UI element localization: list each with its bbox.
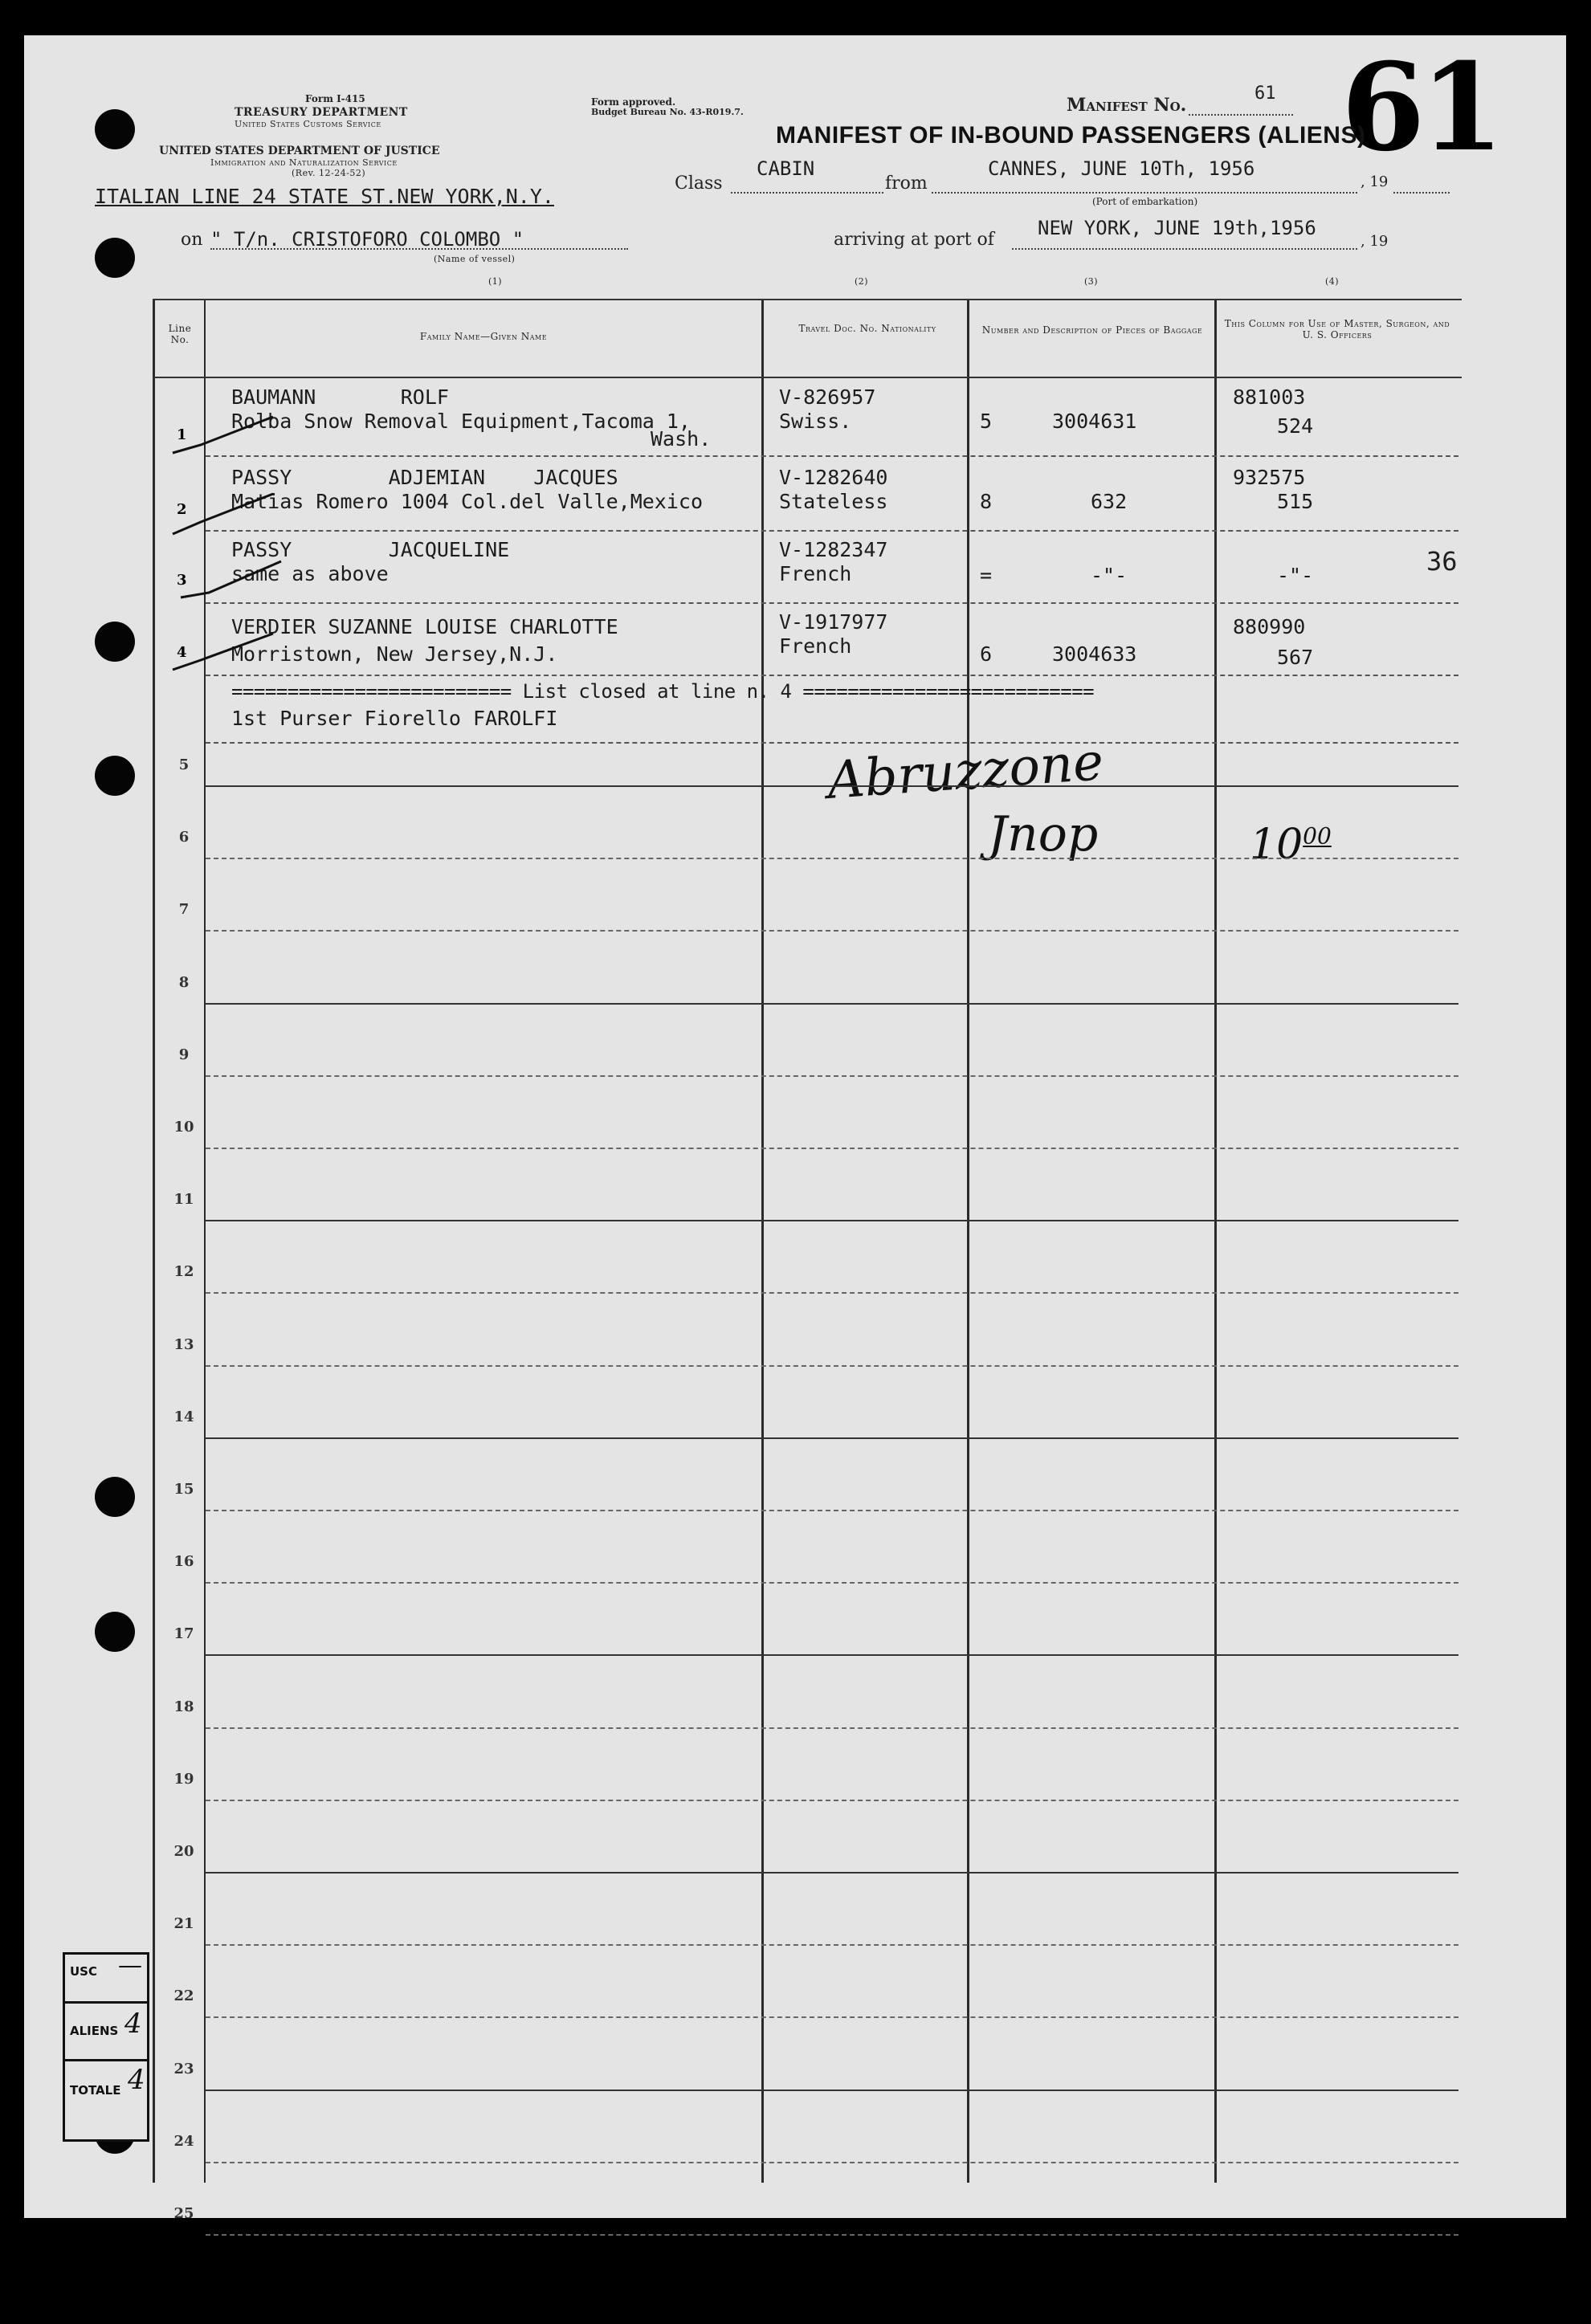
empty-row-separator bbox=[206, 1292, 1458, 1294]
line-no: 2 bbox=[177, 501, 187, 518]
total-label: TOTALE bbox=[70, 2083, 121, 2098]
class-label: Class bbox=[675, 173, 723, 194]
empty-row-separator bbox=[206, 1437, 1458, 1439]
empty-line-number: 12 bbox=[173, 1263, 194, 1281]
check-mark-icon bbox=[177, 557, 289, 605]
customs-service: United States Customs Service bbox=[235, 119, 381, 129]
fee-amount bbox=[1250, 821, 1332, 869]
passenger-address-2: Wash. bbox=[651, 427, 712, 451]
row-separator bbox=[206, 530, 1458, 532]
col-divider-doc bbox=[967, 299, 969, 2183]
budget-bureau: Budget Bureau No. 43-R019.7. bbox=[591, 107, 744, 117]
passenger-address: same as above bbox=[231, 562, 389, 585]
arriving-label: arriving at port of bbox=[834, 230, 994, 250]
punch-hole bbox=[95, 756, 135, 796]
empty-line-number: 21 bbox=[173, 1915, 194, 1933]
travel-doc-number: V-1282347 bbox=[779, 538, 888, 561]
passenger-name: PASSY JACQUELINE bbox=[231, 538, 510, 561]
empty-row-separator bbox=[206, 1365, 1458, 1367]
empty-line-number: 14 bbox=[173, 1408, 194, 1425]
manifest-no-value: 61 bbox=[1254, 84, 1276, 104]
baggage-number: -"- bbox=[1091, 564, 1128, 587]
officer-entry: -"- bbox=[1277, 564, 1314, 587]
row-separator bbox=[206, 675, 1458, 676]
empty-line-number: 18 bbox=[173, 1698, 194, 1715]
header-travel-doc: Travel Doc. No. Nationality bbox=[798, 323, 936, 334]
empty-line-number: 5 bbox=[178, 756, 190, 773]
passenger-address: Matias Romero 1004 Col.del Valle,Mexico bbox=[231, 490, 703, 513]
table-left-border bbox=[153, 299, 155, 2183]
col-number-1: (1) bbox=[488, 276, 503, 287]
empty-row-separator bbox=[206, 1510, 1458, 1511]
purser-name: 1st Purser Fiorello FAROLFI bbox=[231, 707, 558, 730]
vessel-value: " T/n. CRISTOFORO COLOMBO " bbox=[210, 228, 524, 251]
from-value: CANNES, JUNE 10Th, 1956 bbox=[988, 157, 1255, 180]
empty-line-number: 13 bbox=[173, 1335, 194, 1353]
empty-row-separator bbox=[206, 785, 1458, 787]
header-name: Family Name—Given Name bbox=[419, 331, 548, 342]
col-number-2: (2) bbox=[855, 276, 869, 287]
usc-label: USC bbox=[70, 1964, 97, 1979]
arriving-year: , 19 bbox=[1361, 233, 1389, 250]
arriving-value: NEW YORK, JUNE 19th,1956 bbox=[1038, 217, 1316, 239]
empty-line-number: 10 bbox=[173, 1119, 194, 1135]
manifest-title: MANIFEST OF IN-BOUND PASSENGERS (ALIENS) bbox=[776, 122, 1366, 149]
year-underline bbox=[1393, 192, 1450, 194]
empty-row-separator bbox=[206, 1654, 1458, 1656]
count-stamp bbox=[63, 1952, 149, 2142]
list-closed-line: ========================= List closed at line n. 4 ========================== bbox=[231, 680, 1095, 703]
row-separator bbox=[206, 455, 1458, 457]
total-value: 4 bbox=[128, 2064, 145, 2096]
signature: Abruzzone bbox=[825, 732, 1106, 811]
empty-row-separator bbox=[206, 1800, 1458, 1801]
empty-line-number: 17 bbox=[173, 1625, 194, 1643]
baggage-count: = bbox=[980, 564, 993, 587]
row-separator bbox=[206, 742, 1458, 744]
officer-entry-2: 515 bbox=[1277, 490, 1314, 513]
big-manifest-number: 61 bbox=[1341, 37, 1499, 178]
nationality: French bbox=[779, 562, 852, 585]
form-number: Form I-415 bbox=[305, 93, 365, 104]
fee-cents: 00 bbox=[1303, 822, 1332, 850]
baggage-number: 632 bbox=[1091, 490, 1128, 513]
col-number-4: (4) bbox=[1325, 276, 1340, 287]
check-mark-icon bbox=[169, 490, 281, 538]
shipping-line: ITALIAN LINE 24 STATE ST.NEW YORK,N.Y. bbox=[95, 185, 554, 208]
passenger-address: Morristown, New Jersey,N.J. bbox=[231, 642, 558, 666]
empty-line-number: 15 bbox=[173, 1481, 194, 1498]
empty-row-separator bbox=[206, 1003, 1458, 1005]
officer-entry: 880990 bbox=[1233, 615, 1306, 638]
empty-row-separator bbox=[206, 930, 1458, 932]
officer-entry-2: 567 bbox=[1277, 646, 1314, 669]
empty-row-separator bbox=[206, 2234, 1458, 2236]
empty-line-number: 19 bbox=[173, 1770, 194, 1788]
nationality: Stateless bbox=[779, 490, 888, 513]
empty-row-separator bbox=[206, 1872, 1458, 1873]
empty-row-separator bbox=[206, 1727, 1458, 1729]
header-baggage: Number and Description of Pieces of Baggage bbox=[981, 324, 1203, 336]
officer-entry: 932575 bbox=[1233, 466, 1306, 489]
baggage-number: 3004633 bbox=[1052, 642, 1137, 666]
manifest-page bbox=[24, 35, 1566, 2222]
class-underline bbox=[731, 192, 883, 194]
empty-line-number: 23 bbox=[173, 2060, 194, 2077]
col-number-3: (3) bbox=[1084, 276, 1099, 287]
punch-hole bbox=[95, 109, 135, 149]
empty-line-number: 24 bbox=[173, 2132, 194, 2150]
empty-line-number: 16 bbox=[173, 1553, 194, 1571]
empty-line-number: 9 bbox=[178, 1046, 190, 1063]
empty-row-separator bbox=[206, 2162, 1458, 2163]
baggage-count: 8 bbox=[980, 490, 993, 513]
class-value: CABIN bbox=[757, 157, 815, 180]
passenger-name: VERDIER SUZANNE LOUISE CHARLOTTE bbox=[231, 615, 618, 638]
passenger-name: BAUMANN ROLF bbox=[231, 385, 449, 409]
fee-value: 10 bbox=[1250, 821, 1303, 869]
empty-line-number: 11 bbox=[173, 1191, 194, 1209]
from-underline bbox=[932, 192, 1357, 194]
empty-row-separator bbox=[206, 2090, 1458, 2091]
empty-row-separator bbox=[206, 1075, 1458, 1077]
form-revision: (Rev. 12-24-52) bbox=[292, 168, 366, 178]
empty-line-number: 22 bbox=[173, 1988, 194, 2005]
travel-doc-number: V-1282640 bbox=[779, 466, 888, 489]
check-mark-icon bbox=[169, 413, 281, 461]
officer-entry: 881003 bbox=[1233, 385, 1306, 409]
table-top-border bbox=[153, 299, 1462, 300]
col-divider-name bbox=[761, 299, 764, 2183]
header-officers: This Column for Use of Master, Surgeon, and U. S. Officers bbox=[1224, 318, 1450, 340]
check-mark-icon bbox=[169, 630, 281, 678]
empty-line-number: 6 bbox=[178, 829, 190, 846]
form-approved: Form approved. bbox=[591, 96, 676, 108]
empty-row-separator bbox=[206, 1944, 1458, 1946]
punch-hole bbox=[95, 238, 135, 278]
header-line-no: Line No. bbox=[168, 323, 192, 345]
stamp-divider bbox=[65, 2001, 147, 2004]
vessel-label: (Name of vessel) bbox=[434, 254, 516, 264]
officer-entry-2: 524 bbox=[1277, 414, 1314, 438]
manifest-no-underline bbox=[1189, 114, 1293, 116]
punch-hole bbox=[95, 622, 135, 662]
line-no: 1 bbox=[177, 426, 187, 443]
nationality: French bbox=[779, 634, 852, 658]
header-bottom-border bbox=[153, 377, 1462, 378]
signature-initials: Jnop bbox=[988, 806, 1099, 862]
arriving-underline bbox=[1012, 248, 1357, 250]
on-label: on bbox=[181, 230, 203, 250]
line-no: 4 bbox=[177, 644, 187, 661]
baggage-number: 3004631 bbox=[1052, 410, 1137, 433]
margin-note: 36 bbox=[1426, 546, 1458, 577]
from-label: from bbox=[885, 173, 928, 194]
empty-row-separator bbox=[206, 2016, 1458, 2018]
empty-row-separator bbox=[206, 1582, 1458, 1584]
travel-doc-number: V-1917977 bbox=[779, 610, 888, 634]
aliens-value: 4 bbox=[124, 2008, 142, 2040]
nationality: Swiss. bbox=[779, 410, 852, 433]
row-separator bbox=[206, 602, 1458, 604]
empty-line-number: 8 bbox=[178, 973, 190, 991]
empty-row-separator bbox=[206, 1148, 1458, 1149]
empty-line-number: 20 bbox=[173, 1843, 194, 1860]
passenger-address: Rolba Snow Removal Equipment,Tacoma 1, bbox=[231, 410, 691, 433]
col-divider-baggage bbox=[1214, 299, 1217, 2183]
empty-row-separator bbox=[206, 1220, 1458, 1221]
baggage-count: 5 bbox=[980, 410, 993, 433]
passenger-name: PASSY ADJEMIAN JACQUES bbox=[231, 466, 618, 489]
empty-line-number: 25 bbox=[173, 2205, 194, 2222]
port-embark-label: (Port of embarkation) bbox=[1092, 196, 1198, 207]
empty-line-number: 7 bbox=[178, 901, 190, 919]
treasury-dept: TREASURY DEPARTMENT bbox=[235, 106, 408, 119]
travel-doc-number: V-826957 bbox=[779, 385, 876, 409]
punch-hole bbox=[95, 1612, 135, 1652]
justice-dept: UNITED STATES DEPARTMENT OF JUSTICE bbox=[159, 145, 440, 157]
line-no: 3 bbox=[177, 572, 187, 589]
manifest-no-label: Manifest No. bbox=[1067, 95, 1187, 116]
stamp-divider bbox=[65, 2059, 147, 2061]
empty-row-separator bbox=[206, 858, 1458, 859]
from-year: , 19 bbox=[1361, 173, 1389, 190]
aliens-label: ALIENS bbox=[70, 2024, 119, 2038]
punch-hole bbox=[95, 1477, 135, 1517]
ins-service: Immigration and Naturalization Service bbox=[210, 157, 398, 168]
usc-value: — bbox=[118, 1951, 142, 1979]
baggage-count: 6 bbox=[980, 642, 993, 666]
